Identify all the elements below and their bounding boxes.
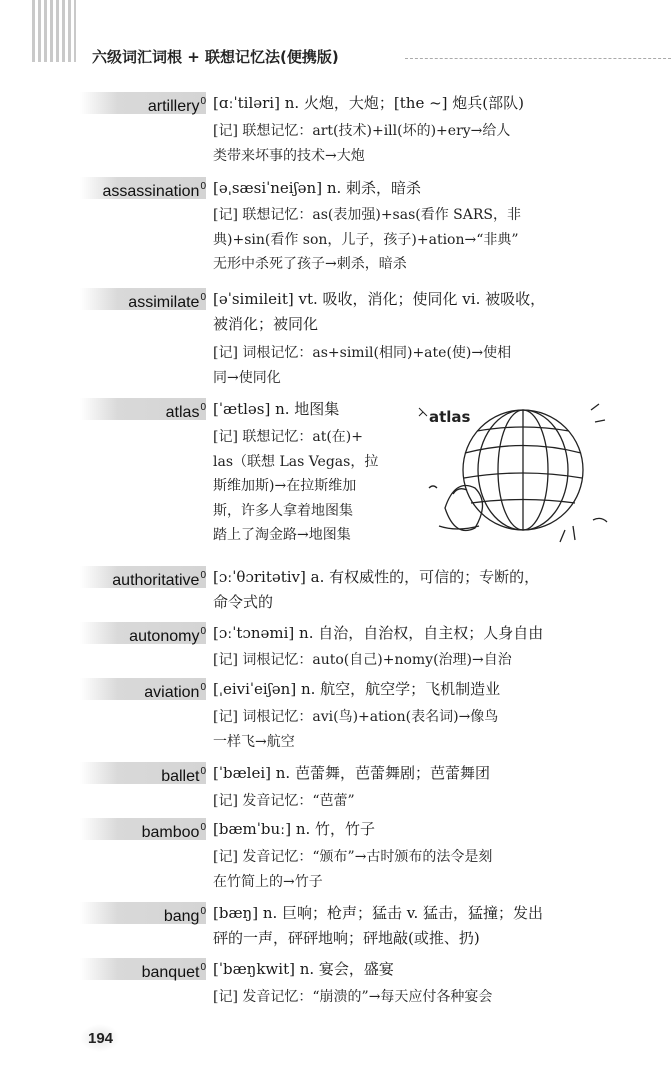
header-rule: [405, 58, 671, 59]
definition: [bæmˈbuː] n. 竹，竹子: [213, 820, 376, 838]
headword: [80, 288, 206, 310]
memo-line: 典)+sin(看作 son，儿子，孩子)+ation→“非典”: [213, 231, 519, 248]
memo-line: 斯维加斯)→在拉斯维加: [213, 478, 357, 494]
memory-note: [213, 203, 605, 277]
definition: [ɑːˈtiləri] n. 火炮，大炮；[the ~] 炮兵(部队): [213, 94, 524, 112]
headword: [80, 398, 206, 420]
memo-line: 无形中杀死了孩子→刺杀，暗杀: [213, 256, 407, 272]
headword-superscript: 0: [200, 292, 206, 303]
definition: [213, 565, 605, 614]
definition-line: [əˈsimileit] vt. 吸收，消化；使同化 vi. 被吸收，: [213, 290, 546, 308]
memo-line: [记] 联想记忆：as(表加强)+sas(看作 SARS，非: [213, 207, 522, 223]
definition: [213, 901, 605, 950]
memory-note: [213, 705, 605, 754]
star-icon: [419, 408, 427, 416]
memo-line: [记] 发音记忆：“颁布”→古时颁布的法令是刻: [213, 849, 493, 865]
definition: [əˌsæsiˈneiʃən] n. 刺杀，暗杀: [213, 179, 422, 197]
definition-line: 被消化；被同化: [213, 314, 319, 333]
memory-note: [213, 648, 605, 673]
headword-superscript: 0: [200, 822, 206, 833]
headword-text: bamboo: [141, 824, 200, 842]
headword-superscript: 0: [200, 766, 206, 777]
page-header-title: 六级词汇词根 + 联想记忆法(便携版): [92, 48, 339, 66]
definition: [213, 287, 605, 336]
definition: [ˈbæŋkwit] n. 宴会，盛宴: [213, 960, 394, 978]
headword-text: aviation: [144, 684, 200, 702]
headword-superscript: 0: [200, 626, 206, 637]
headword: [80, 762, 206, 784]
memory-note: [213, 789, 605, 814]
headword: [80, 92, 206, 114]
memo-line: 一样飞→航空: [213, 733, 295, 750]
headword-text: assimilate: [128, 294, 200, 312]
headword-text: banquet: [141, 964, 200, 982]
definition-line: [bæŋ] n. 巨响；枪声；猛击 v. 猛击，猛撞；发出: [213, 904, 544, 922]
memo-line: [记] 发音记忆：“崩溃的”→每天应付各种宴会: [213, 989, 493, 1005]
memo-line: 踏上了淘金路→地图集: [213, 527, 351, 543]
definition: [ˈbælei] n. 芭蕾舞，芭蕾舞剧；芭蕾舞团: [213, 764, 490, 782]
memo-line: [记] 联想记忆：at(在)+: [213, 429, 364, 445]
headword-text: ballet: [161, 768, 200, 786]
headword-superscript: 0: [200, 402, 206, 413]
memory-note: [213, 119, 605, 168]
memo-line: [记] 发音记忆：“芭蕾”: [213, 793, 355, 809]
headword-text: assassination: [102, 183, 200, 201]
memo-line: las（联想 Las Vegas，拉: [213, 453, 379, 470]
definition-line: 命令式的: [213, 592, 274, 611]
headword-text: atlas: [165, 404, 200, 422]
memo-line: 类带来坏事的技术→大炮: [213, 147, 365, 164]
memo-line: 斯，许多人拿着地图集: [213, 502, 353, 519]
definition-line: 砰的一声，砰砰地响；砰地敲(或推、扔): [213, 928, 480, 947]
headword-superscript: 0: [200, 906, 206, 917]
atlas-illustration: [415, 398, 610, 548]
memo-line: [记] 词根记忆：as+simil(相同)+ate(使)→使相: [213, 345, 512, 361]
headword: [80, 622, 206, 644]
memory-note: [213, 425, 418, 548]
definition-line: [ɔːˈθɔritətiv] a. 有权威性的，可信的；专断的，: [213, 568, 540, 586]
headword-superscript: 0: [200, 682, 206, 693]
headword: [80, 958, 206, 980]
memo-line: [记] 联想记忆：art(技术)+ill(坏的)+ery→给人: [213, 123, 511, 139]
definition: [ˌeiviˈeiʃən] n. 航空，航空学；飞机制造业: [213, 680, 501, 698]
header-decoration: [32, 0, 76, 62]
headword: [80, 902, 206, 924]
headword: [80, 177, 206, 199]
memo-line: [记] 词根记忆：auto(自己)+nomy(治理)→自治: [213, 652, 512, 668]
headword-text: autonomy: [129, 628, 200, 646]
headword-superscript: 0: [200, 96, 206, 107]
memory-note: [213, 985, 605, 1010]
page-number: 194: [88, 1030, 114, 1047]
definition: [ˈætləs] n. 地图集: [213, 400, 340, 418]
headword-text: authoritative: [112, 572, 200, 590]
memo-line: 同→使同化: [213, 369, 281, 386]
illustration-label: atlas: [429, 408, 471, 426]
memory-note: [213, 341, 605, 390]
memo-line: [记] 词根记忆：avi(鸟)+ation(表名词)→像鸟: [213, 709, 499, 725]
headword-text: artillery: [147, 98, 200, 116]
headword-superscript: 0: [200, 570, 206, 581]
headword-text: bang: [163, 908, 200, 926]
definition: [ɔːˈtɔnəmi] n. 自治，自治权，自主权；人身自由: [213, 624, 544, 642]
headword-superscript: 0: [200, 181, 206, 192]
headword: [80, 678, 206, 700]
headword: [80, 818, 206, 840]
memory-note: [213, 845, 605, 894]
headword: [80, 566, 206, 588]
headword-superscript: 0: [200, 962, 206, 973]
memo-line: 在竹简上的→竹子: [213, 873, 323, 890]
